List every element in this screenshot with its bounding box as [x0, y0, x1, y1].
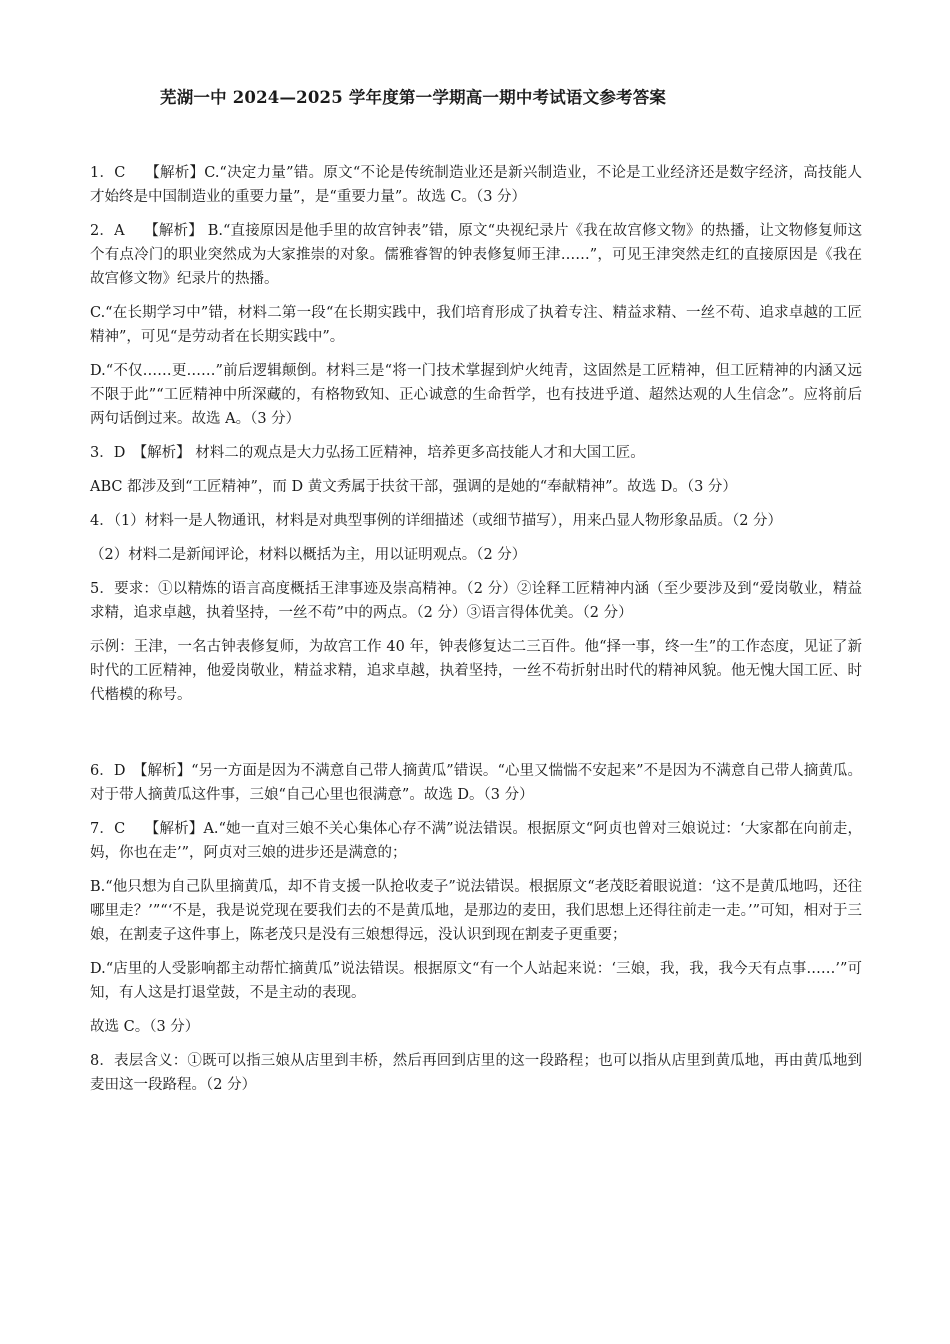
answer-7-option-d: D.“店里的人受影响都主动帮忙摘黄瓜”说法错误。根据原文“有一个人站起来说：‘三娘，我，我，我今天有点事……’”可知，有人这是打退堂鼓，不是主动的表现。	[90, 961, 862, 1001]
answer-1: 1．C 【解析】C.“决定力量”错。原文“不论是传统制造业还是新兴制造业，不论是工业经济还是数字经济，高技能人才始终是中国制造业的重要力量”，是“重要力量”。故选 C。（3 分）	[90, 165, 862, 205]
answer-2: 2．A 【解析】 B.“直接原因是他手里的故宫钟表”错，原文“央视纪录片《我在故宫修文物》的热播，让文物修复师这个有点冷门的职业突然成为大家推崇的对象。儒雅睿智的钟表修复师王津……”，可见王津突然走红的直接原因是《我在故宫修文物》纪录片的热播。	[90, 223, 862, 287]
section-gap	[90, 717, 862, 759]
answer-5-requirements: 5．要求：①以精炼的语言高度概括王津事迹及崇高精神。（2 分）②诠释工匠精神内涵（至少要涉及到“爱岗敬业，精益求精，追求卓越，执着坚持，一丝不苟”中的两点。（2 分）③语言得体优美。（2 分）	[90, 581, 862, 621]
answer-7-option-b: B.“他只想为自己队里摘黄瓜，却不肯支援一队抢收麦子”说法错误。根据原文“老茂眨着眼说道：‘这不是黄瓜地吗，还往哪里走？’”“‘不是，我是说党现在要我们去的不是黄瓜地，是那边的麦田，我们思想上还得往前走一走。’”可知，相对于三娘，在割麦子这件事上，陈老茂只是没有三娘想得远，没认识到现在割麦子更重要；	[90, 879, 862, 943]
answer-7-conclusion: 故选 C。（3 分）	[90, 1019, 200, 1035]
answer-6: 6．D 【解析】“另一方面是因为不满意自己带人摘黄瓜”错误。“心里又惴惴不安起来”不是因为不满意自己带人摘黄瓜。对于带人摘黄瓜这件事，三娘“自己心里也很满意”。故选 D。（3 分）	[90, 763, 862, 803]
page-title: 芜湖一中 2024—2025 学年度第一学期高一期中考试语文参考答案	[160, 88, 667, 107]
answer-3-explanation: ABC 都涉及到“工匠精神”，而 D 黄文秀属于扶贫干部，强调的是她的“奉献精神”。故选 D。（3 分）	[90, 479, 737, 495]
answer-content	[90, 161, 862, 1097]
answer-4-part-1: 4．（1）材料一是人物通讯，材料是对典型事例的详细描述（或细节描写），用来凸显人物形象品质。（2 分）	[90, 513, 783, 529]
answer-2-option-d: D.“不仅……更……”前后逻辑颠倒。材料三是“将一门技术掌握到炉火纯青，这固然是工匠精神，但工匠精神的内涵又远不限于此”“工匠精神中所深藏的，有格物致知、正心诚意的生命哲学，也有技进乎道、超然达观的人生信念”。应将前后两句话倒过来。故选 A。（3 分）	[90, 363, 862, 427]
answer-5-example: 示例：王津，一名古钟表修复师，为故宫工作 40 年，钟表修复达二三百件。他“择一事，终一生”的工作态度，见证了新时代的工匠精神，他爱岗敬业，精益求精，追求卓越，执着坚持，一丝不苟折射出时代的精神风貌。他无愧大国工匠、时代楷模的称号。	[90, 639, 862, 703]
answer-7: 7．C 【解析】A.“她一直对三娘不关心集体心存不满”说法错误。根据原文“阿贞也曾对三娘说过：‘大家都在向前走，妈，你也在走’”，阿贞对三娘的进步还是满意的；	[90, 821, 862, 861]
answer-4-part-2: （2）材料二是新闻评论，材料以概括为主，用以证明观点。（2 分）	[90, 547, 527, 563]
answer-2-option-c: C.“在长期学习中”错，材料二第一段“在长期实践中，我们培育形成了执着专注、精益求精、一丝不苟、追求卓越的工匠精神”，可见“是劳动者在长期实践中”。	[90, 305, 862, 345]
answer-3: 3．D 【解析】 材料二的观点是大力弘扬工匠精神，培养更多高技能人才和大国工匠。	[90, 445, 645, 461]
answer-8: 8．表层含义：①既可以指三娘从店里到丰桥，然后再回到店里的这一段路程；也可以指从店里到黄瓜地，再由黄瓜地到麦田这一段路程。（2 分）	[90, 1053, 862, 1093]
